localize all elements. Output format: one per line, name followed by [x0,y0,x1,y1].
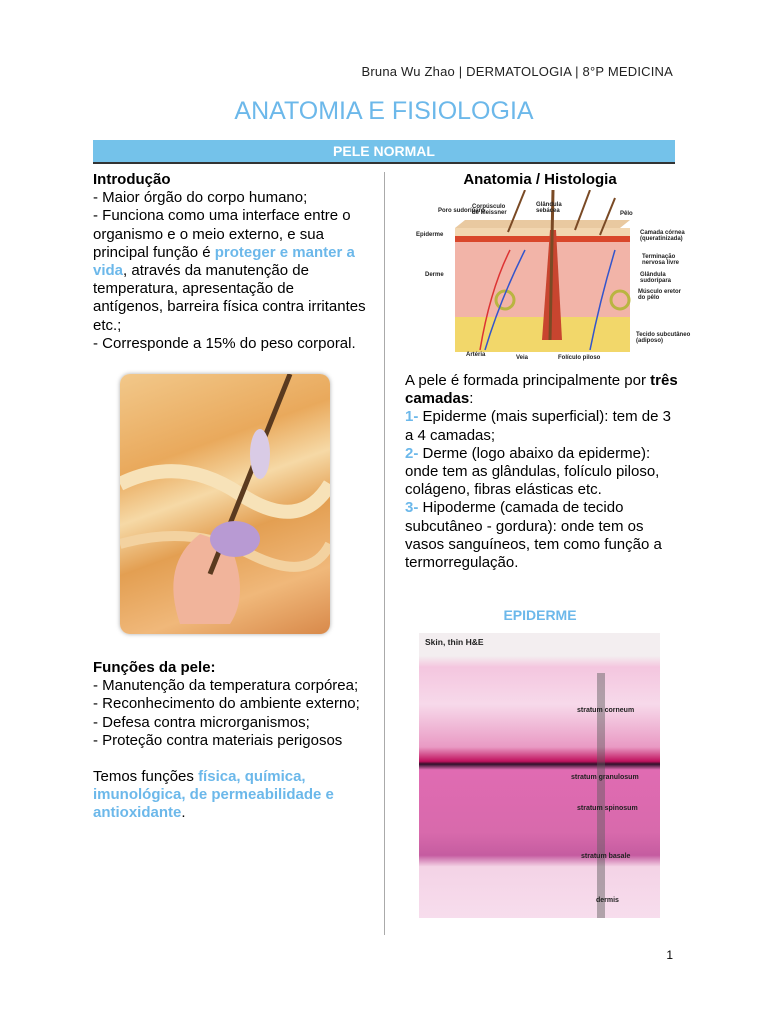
layer-item [405,408,680,444]
diagram-label: Tecido subcutâneo (adiposo) [636,332,691,344]
diagram-label: Corpúsculo de Meissner [472,204,507,216]
text: , através da manutenção de temperatura, apresentação de antígenos, barreira física contra irritantes etc.; [93,262,366,334]
text: Derme (logo abaixo da epiderme): onde tem as glândulas, folículo piloso, colágeno, fibras elásticas etc. [405,444,660,499]
epidermis-histology-image [419,633,660,918]
function-item: - Manutenção da temperatura corpórea; [93,677,359,695]
layer-number: 2- [405,444,419,462]
hair-follicle-illustration [120,374,330,634]
text: - Funciona como uma interface entre o organismo e o meio externo, e sua principal função é [93,207,351,261]
layers-intro [405,372,680,408]
illustration-drawing [120,374,330,634]
histology-title: Skin, thin H&E [425,637,484,647]
diagram-label: Músculo eretor do pêlo [638,289,682,301]
histology-label: stratum basale [581,853,631,860]
histology-label: stratum corneum [577,707,635,714]
text: : [469,390,474,408]
layers-section [405,372,680,572]
diagram-label: Camada córnea (queratinizada) [640,230,685,242]
diagram-label: Epiderme [416,232,444,238]
intro-item [93,207,368,334]
intro-heading: Introdução [93,171,171,188]
page-number: 1 [666,948,673,962]
intro-item: - Maior órgão do corpo humano; [93,189,308,207]
layer-item [405,445,680,500]
diagram-label: Poro sudoríparo [438,208,485,214]
histology-label: dermis [596,897,619,904]
epiderme-heading: EPIDERME [503,607,577,623]
text: Epiderme (mais superficial): tem de 3 a 4 camadas; [405,408,671,444]
function-item: - Defesa contra microrganismos; [93,713,310,731]
anatomy-heading: Anatomia / Histologia [463,171,617,188]
highlight-text: física, química, imunológica, de permeabilidade e antioxidante [93,768,334,822]
diagram-label: Folículo piloso [558,355,601,361]
diagram-label: Veia [516,355,529,361]
function-item: - Proteção contra materiais perigosos [93,731,343,749]
diagram-label: Pêlo [620,211,633,217]
diagram-label: Terminação nervosa livre [642,254,680,266]
column-divider [384,172,385,935]
page-title: ANATOMIA E FISIOLOGIA [234,97,534,125]
diagram-label: Glândula sudorípara [640,272,672,284]
section-bar: PELE NORMAL [93,140,675,164]
bold-text: três camadas [405,372,678,408]
function-item: - Reconhecimento do ambiente externo; [93,695,360,713]
text: A pele é formada principalmente por [405,372,651,389]
layer-number: 1- [405,408,419,426]
functions-summary [93,768,373,823]
highlight-text: proteger e manter a vida [93,243,355,280]
skin-anatomy-diagram [410,190,700,365]
functions-heading: Funções da pele: [93,659,216,676]
text: Temos funções [93,768,199,786]
text: . [181,804,186,822]
diagram-label: Glândula sebácea [536,202,562,214]
diagram-label: Artéria [466,352,486,358]
intro-item: - Corresponde a 15% do peso corporal. [93,334,356,352]
histology-label: stratum spinosum [577,805,638,812]
functions-section [93,659,373,823]
text: Hipoderme (camada de tecido subcutâneo - gordura): onde tem os vasos sanguíneos, tem como função a termorregulação. [405,499,662,572]
diagram-label: Derme [425,272,444,278]
layer-item [405,499,680,572]
page-header: Bruna Wu Zhao | DERMATOLOGIA | 8°P MEDICINA [361,64,673,79]
histology-label: stratum granulosum [571,774,639,781]
intro-section [93,171,368,353]
layer-number: 3- [405,499,419,517]
